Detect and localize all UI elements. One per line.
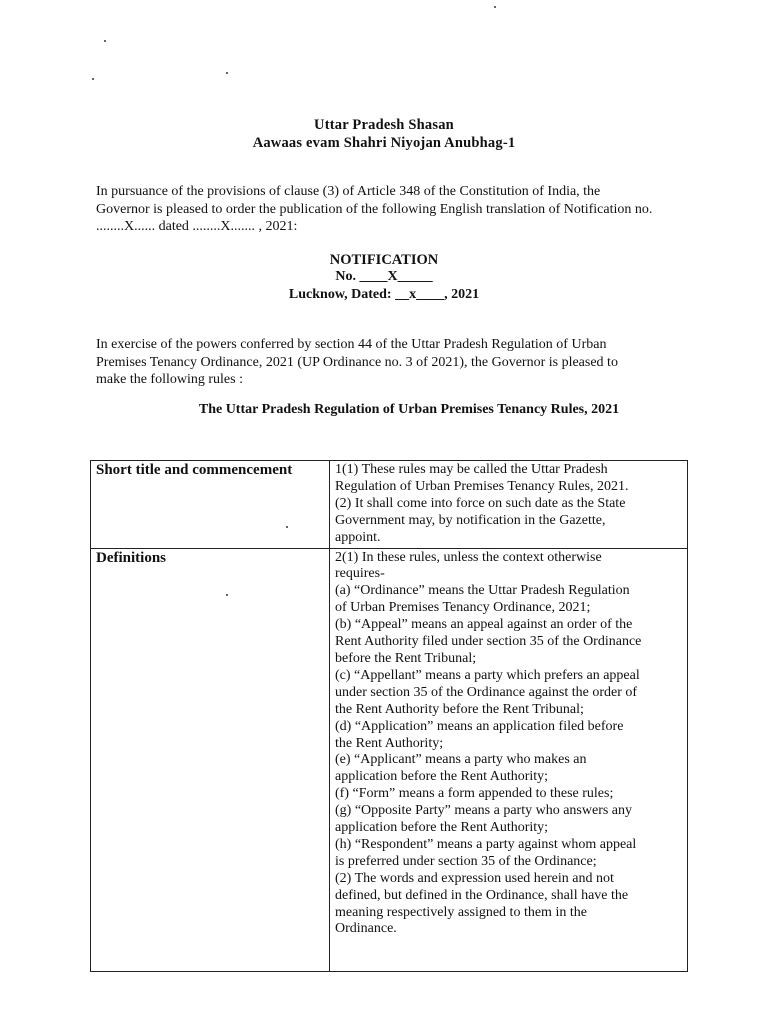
row-content (330, 461, 688, 549)
row-label: Definitions (91, 548, 330, 971)
content-line: the Rent Authority; (335, 735, 444, 751)
content-line: (f) “Form” means a form appended to these rules; (335, 786, 614, 802)
notification-date: Lucknow, Dated: __x____, 2021 (288, 287, 480, 302)
row-content (330, 548, 688, 971)
scan-speck (226, 72, 228, 74)
preamble-line: Governor is pleased to order the publication of the following English translation of Notification no. (96, 201, 653, 217)
preamble-line: ........X...... dated ........X....... , 2021: (96, 219, 298, 234)
exercise-line: make the following rules : (96, 372, 243, 387)
content-line: Rent Authority filed under section 35 of the Ordinance (335, 634, 642, 650)
exercise-paragraph (96, 336, 722, 389)
rules-title: The Uttar Pradesh Regulation of Urban Premises Tenancy Rules, 2021 (198, 402, 620, 417)
header-subtitle: Aawaas evam Shahri Niyojan Anubhag-1 (252, 135, 516, 151)
content-line: appoint. (335, 529, 381, 545)
scan-speck (104, 40, 106, 42)
exercise-line: In exercise of the powers conferred by section 44 of the Uttar Pradesh Regulation of Urban (96, 337, 607, 352)
table-row (91, 461, 688, 549)
content-line: (h) “Respondent” means a party against whom appeal (335, 836, 637, 852)
content-line: (2) It shall come into force on such date as the State (335, 495, 626, 511)
table-row (91, 548, 688, 971)
content-line: application before the Rent Authority; (335, 769, 549, 785)
content-line: (2) The words and expression used herein and not (335, 870, 614, 886)
content-line: Government may, by notification in the Gazette, (335, 512, 606, 528)
content-line: before the Rent Tribunal; (335, 650, 477, 666)
content-line: under section 35 of the Ordinance against the order of (335, 684, 638, 700)
content-line: Ordinance. (335, 921, 397, 937)
content-line: application before the Rent Authority; (335, 820, 549, 836)
scan-speck (92, 78, 94, 80)
content-line: (a) “Ordinance” means the Uttar Pradesh Regulation (335, 583, 630, 599)
content-line: 1(1) These rules may be called the Uttar Pradesh (335, 462, 608, 477)
content-line: the Rent Authority before the Rent Tribunal; (335, 701, 584, 717)
notification-title: NOTIFICATION (329, 252, 439, 268)
preamble-paragraph (96, 183, 722, 236)
content-line: is preferred under section 35 of the Ordinance; (335, 853, 597, 869)
content-line: Regulation of Urban Premises Tenancy Rules, 2021. (335, 478, 629, 494)
exercise-line: Premises Tenancy Ordinance, 2021 (UP Ordinance no. 3 of 2021), the Governor is pleased to (96, 354, 618, 370)
content-line: (b) “Appeal” means an appeal against an order of the (335, 617, 633, 633)
row-label: Short title and commencement (91, 461, 330, 549)
content-line: defined, but defined in the Ordinance, shall have the (335, 887, 629, 903)
preamble-line: In pursuance of the provisions of clause (3) of Article 348 of the Constitution of India, the (96, 184, 601, 199)
content-line: requires- (335, 566, 385, 582)
content-line: (g) “Opposite Party” means a party who answers any (335, 803, 633, 819)
notification-number: No. ____X_____ (335, 269, 433, 284)
content-line: meaning respectively assigned to them in the (335, 904, 587, 920)
content-line: of Urban Premises Tenancy Ordinance, 2021; (335, 600, 591, 616)
content-line: 2(1) In these rules, unless the context otherwise (335, 549, 602, 565)
rules-table (90, 460, 688, 972)
scan-speck (494, 6, 496, 8)
content-line: (e) “Applicant” means a party who makes an (335, 752, 587, 768)
header-title: Uttar Pradesh Shasan (314, 117, 454, 133)
content-line: (d) “Application” means an application filed before (335, 718, 624, 734)
content-line: (c) “Appellant” means a party which prefers an appeal (335, 667, 640, 683)
